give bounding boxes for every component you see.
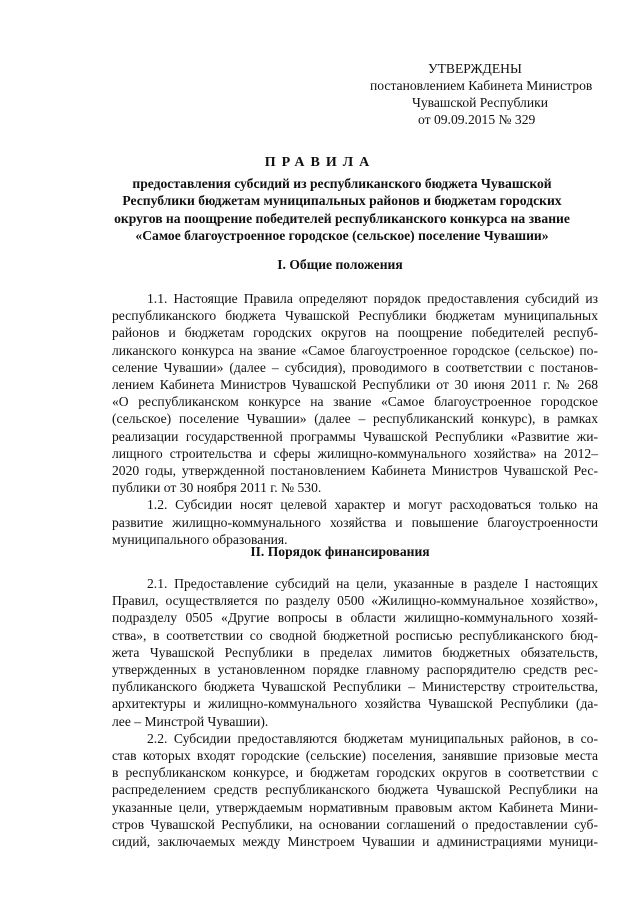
text-line: публиканского бюджета Чувашской Республики – Министерству строительства,	[112, 679, 598, 695]
text-line: районов и бюджетам городских округов на поощрение победителей респуб-	[112, 325, 598, 341]
subtitle-line: «Самое благоустроенное городское (сельское) поселение Чувашии»	[135, 227, 549, 243]
text-line: «О республиканском конкурсе на звание «Самое благоустроенное городское	[112, 394, 598, 410]
text-line: муниципального образования.	[112, 531, 288, 547]
text-line: лее – Минстрой Чувашии).	[112, 713, 269, 729]
text-line: подразделу 0505 «Другие вопросы в области жилищно-коммунального хозяй-	[112, 610, 598, 626]
approval-line: Чувашской Республики	[412, 95, 548, 110]
text-line: 2020 годы, утвержденной постановлением Кабинета Министров Чувашской Рес-	[112, 463, 598, 479]
section-heading: I. Общие положения	[277, 257, 403, 272]
text-line: распределением средств республиканского бюджета Чувашской Республики на	[112, 782, 598, 798]
text-line: жета Чувашской Республики в пределах лимитов бюджетных обязательств,	[112, 644, 598, 660]
subtitle-line: предоставления субсидий из республиканского бюджета Чувашской	[132, 176, 552, 191]
text-line: реализации государственной программы Чувашской Республики «Развитие жи-	[112, 428, 598, 444]
text-line: в республиканском конкурсе, и бюджетам городских округов в соответствии с	[112, 765, 598, 781]
text-line: лищного строительства и сферы жилищно-коммунального хозяйства» на 2012–	[112, 445, 598, 461]
text-line: сидий, заключаемых между Минстроем Чувашии и администрациями муници-	[112, 834, 598, 850]
text-line: 1.1. Настоящие Правила определяют порядок предоставления субсидий из	[147, 291, 598, 306]
approval-line: от 09.09.2015 № 329	[418, 112, 536, 127]
text-line: ства», в соответствии со сводной бюджетной росписью республиканского бюд-	[112, 627, 598, 643]
text-line: став которых входят городские (сельские) поселения, занявшие призовые места	[112, 748, 598, 764]
approval-line: постановлением Кабинета Министров	[370, 78, 593, 93]
paragraph-2-1	[112, 575, 598, 850]
text-line: стров Чувашской Республики, на основании соглашений о предоставлении суб-	[112, 816, 598, 832]
subtitle-line: округов на поощрение победителей республиканского конкурса на звание	[114, 210, 570, 226]
text-line: ликанского конкурса на звание «Самое благоустроенное городское (сельское) по-	[112, 342, 598, 358]
text-line: (сельское) поселение Чувашии» (далее – республиканский конкурс), в рамках	[112, 411, 598, 427]
approval-line: УТВЕРЖДЕНЫ	[428, 61, 522, 76]
text-line: публики от 30 ноября 2011 г. № 530.	[112, 480, 322, 496]
text-line: 1.2. Субсидии носят целевой характер и могут расходоваться только на	[147, 497, 598, 513]
text-line: 2.2. Субсидии предоставляются бюджетам муниципальных районов, в со-	[147, 730, 598, 746]
text-line: утвержденных в установленном порядке главному распорядителю средств рес-	[112, 662, 598, 678]
text-line: селение Чувашии» (далее – субсидия), проводимого в соответствии с постанов-	[112, 359, 598, 375]
text-line: указанные цели, утверждаемым нормативным правовым актом Кабинета Мини-	[112, 799, 598, 815]
text-line: 2.1. Предоставление субсидий на цели, указанные в разделе I настоящих	[147, 576, 598, 591]
text-line: Правил, осуществляется по разделу 0500 «Жилищно-коммунальное хозяйство»,	[112, 593, 598, 609]
document-subtitle	[112, 175, 572, 244]
approval-block	[370, 60, 610, 128]
text-line: лением Кабинета Министров Чувашской Республики от 30 июня 2011 г. № 268	[112, 377, 598, 393]
text-line: развитие жилищно-коммунального хозяйства и повышение благоустроенности	[112, 514, 598, 530]
subtitle-line: Республики бюджетам муниципальных районов и бюджетам городских	[122, 193, 562, 209]
section-heading: II. Порядок финансирования	[250, 544, 430, 559]
text-line: архитектуры и жилищно-коммунального хозяйства Чувашской Республики (да-	[112, 696, 598, 712]
paragraph-1-1	[112, 290, 598, 548]
text-line: республиканского бюджета Чувашской Республики бюджетам муниципальных	[112, 308, 598, 324]
document-title: ПРАВИЛА	[264, 155, 376, 170]
